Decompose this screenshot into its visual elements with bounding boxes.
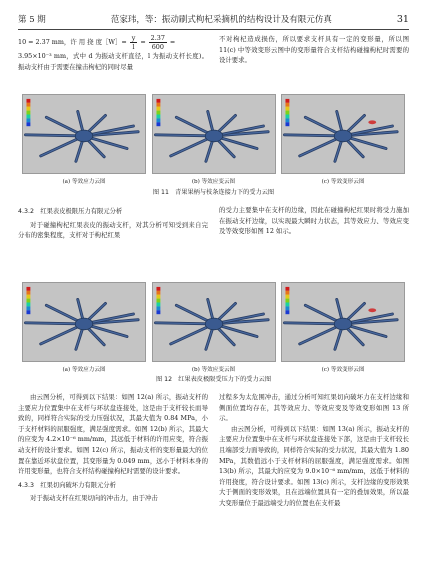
figure-11-caption: 图 11 青果果柄与枝条连接力下的受力云图 — [152, 189, 275, 196]
section-heading-4-3-2: 4.3.2 红果表皮极限压力有限元分析 — [18, 208, 123, 215]
mid-right-column — [219, 205, 409, 237]
frac-num: y — [131, 34, 136, 42]
frac-den: 600 — [151, 43, 164, 51]
figure-11 — [22, 94, 405, 185]
deflection-formula — [18, 34, 208, 51]
paragraph: 对于振动支杆在红果切向的冲击力，由于冲击 — [30, 494, 158, 503]
fig11-simulation-image-a — [22, 94, 146, 174]
fraction-y-over-l — [130, 34, 138, 51]
fig12-subcaption-a: (a) 等效应力云图 — [62, 367, 106, 373]
paragraph: 过程多为太危围冲击，通过分析可知红果切向破坏力在支杆边缘和侧面位置均存在，其等效应力、等效应变及等效变形如图 13 所示。 — [219, 393, 409, 423]
fig11-simulation-image-b — [152, 94, 276, 174]
fig11-simulation-image-c — [281, 94, 405, 174]
fraction-value — [149, 34, 167, 51]
fig11-panel-b — [152, 94, 276, 185]
formula-lead: 10 = 2.37 mm，许 用 挠 度［W］= — [18, 38, 127, 47]
fig11-subcaption-a: (a) 等效应力云图 — [62, 179, 106, 185]
frac-num: 2.37 — [150, 34, 165, 42]
figure-12 — [22, 282, 405, 373]
top-right-column — [219, 34, 409, 66]
fig12-subcaption-c: (c) 等效变形云图 — [321, 367, 365, 373]
fig11-subcaption-c: (c) 等效变形云图 — [321, 179, 365, 185]
fig12-panel-a — [22, 282, 146, 373]
fig12-subcaption-b: (b) 等效应变云图 — [191, 367, 236, 373]
paragraph: 的受力主要集中在支杆的边缘，因此在碰撞枸杞红果时将受力施加在振动支杆边缘，以实现最大瞬时力状态，其等效应力、等效应变及等效变形如图 12 如示。 — [219, 206, 409, 236]
section-heading-4-3-3: 4.3.3 红果切向破坏力有限元分析 — [18, 481, 116, 489]
paragraph: 对于碰撞枸杞红果表皮的振动支杆，对其分析可知受到来自完分布的密集程度，支杆对于枸杞红果 — [18, 220, 208, 240]
bottom-left-column — [18, 392, 208, 504]
fig12-panel-c — [281, 282, 405, 373]
formula-end: = — [169, 38, 176, 47]
fig12-simulation-image-a — [22, 282, 146, 362]
header-rule — [18, 29, 409, 30]
fig11-panel-c — [281, 94, 405, 185]
fig12-simulation-image-c — [281, 282, 405, 362]
figure-12-caption: 图 12 红果表皮极限受压力下的受力云图 — [155, 376, 272, 383]
page-number: 31 — [396, 13, 409, 25]
fig12-panel-b — [152, 282, 276, 373]
formula-eq: = — [140, 38, 146, 47]
running-header — [18, 12, 409, 26]
top-left-column — [18, 34, 208, 72]
frac-den: l — [132, 43, 135, 51]
mid-left-column — [18, 205, 208, 241]
paragraph: 由云图分析，可得到以下结果：如图 13(a) 所示，振动支杆的主要应力位置集中在支杆与环状盘连接处下部，这是由于支杆较长且端部受力面导致的，同样符合实际的受力状况，其最大值为 1.80 MPa，其数值远小于支杆材料的屈服强度，满足强度需求。如图 13(b) 所示，其最大的应变为 9.0×10⁻⁶ mm/mm，远低于材料的许用挠度，符合设计要求。如图 13(c) 所示，支杆边缘的变形效果大于侧面的变形效果，且在远端位置具有一定的叠加效果，所以最大变形量位于最远端受力的位置也在支杆最 — [219, 424, 409, 507]
fig11-subcaption-b: (b) 等效应变云图 — [191, 179, 236, 185]
issue-number: 第 5 期 — [18, 15, 46, 25]
fig11-panel-a — [22, 94, 146, 185]
paragraph: 3.95×10⁻³ mm，式中 d 为振动支杆直径，l 为振动支杆长度)。振动支杆由于需要在撞击枸杞的同时尽量 — [18, 52, 208, 71]
running-title: 范家玮，等：振动刷式枸杞采摘机的结构设计及有限元仿真 — [110, 15, 332, 25]
paragraph: 由云图分析，可得到以下结果：如图 12(a) 所示，振动支杆的主要应力位置集中在支杆与环状盘连接处，这是由于支杆较长而导致的，同样符合实际的受力压强状况，其最大值为 0.84 MPa，小于支杆材料的屈服强度，满足强度需求。如图 12(b) 所示，其最大的应变为 4.2×10⁻⁶ mm/mm，其远低于材料的许用应变，符合振动支杆的设计要求。如图 12(c) 所示，振动支杆的变形量最大的位置在靠近环状盘位置，其变形量为 0.049 mm，远小于材料本身的许用变形量，也符合支杆结构碰撞枸杞时需要的设计要求。 — [18, 393, 208, 476]
paragraph: 不对枸杞造成损伤，所以要求支杆具有一定的变形量，所以图 11(c) 中等效变形云图中的变形量符合支杆结构碰撞枸杞时需要的设计要求。 — [219, 35, 409, 65]
bottom-right-column — [219, 392, 409, 509]
fig12-simulation-image-b — [152, 282, 276, 362]
